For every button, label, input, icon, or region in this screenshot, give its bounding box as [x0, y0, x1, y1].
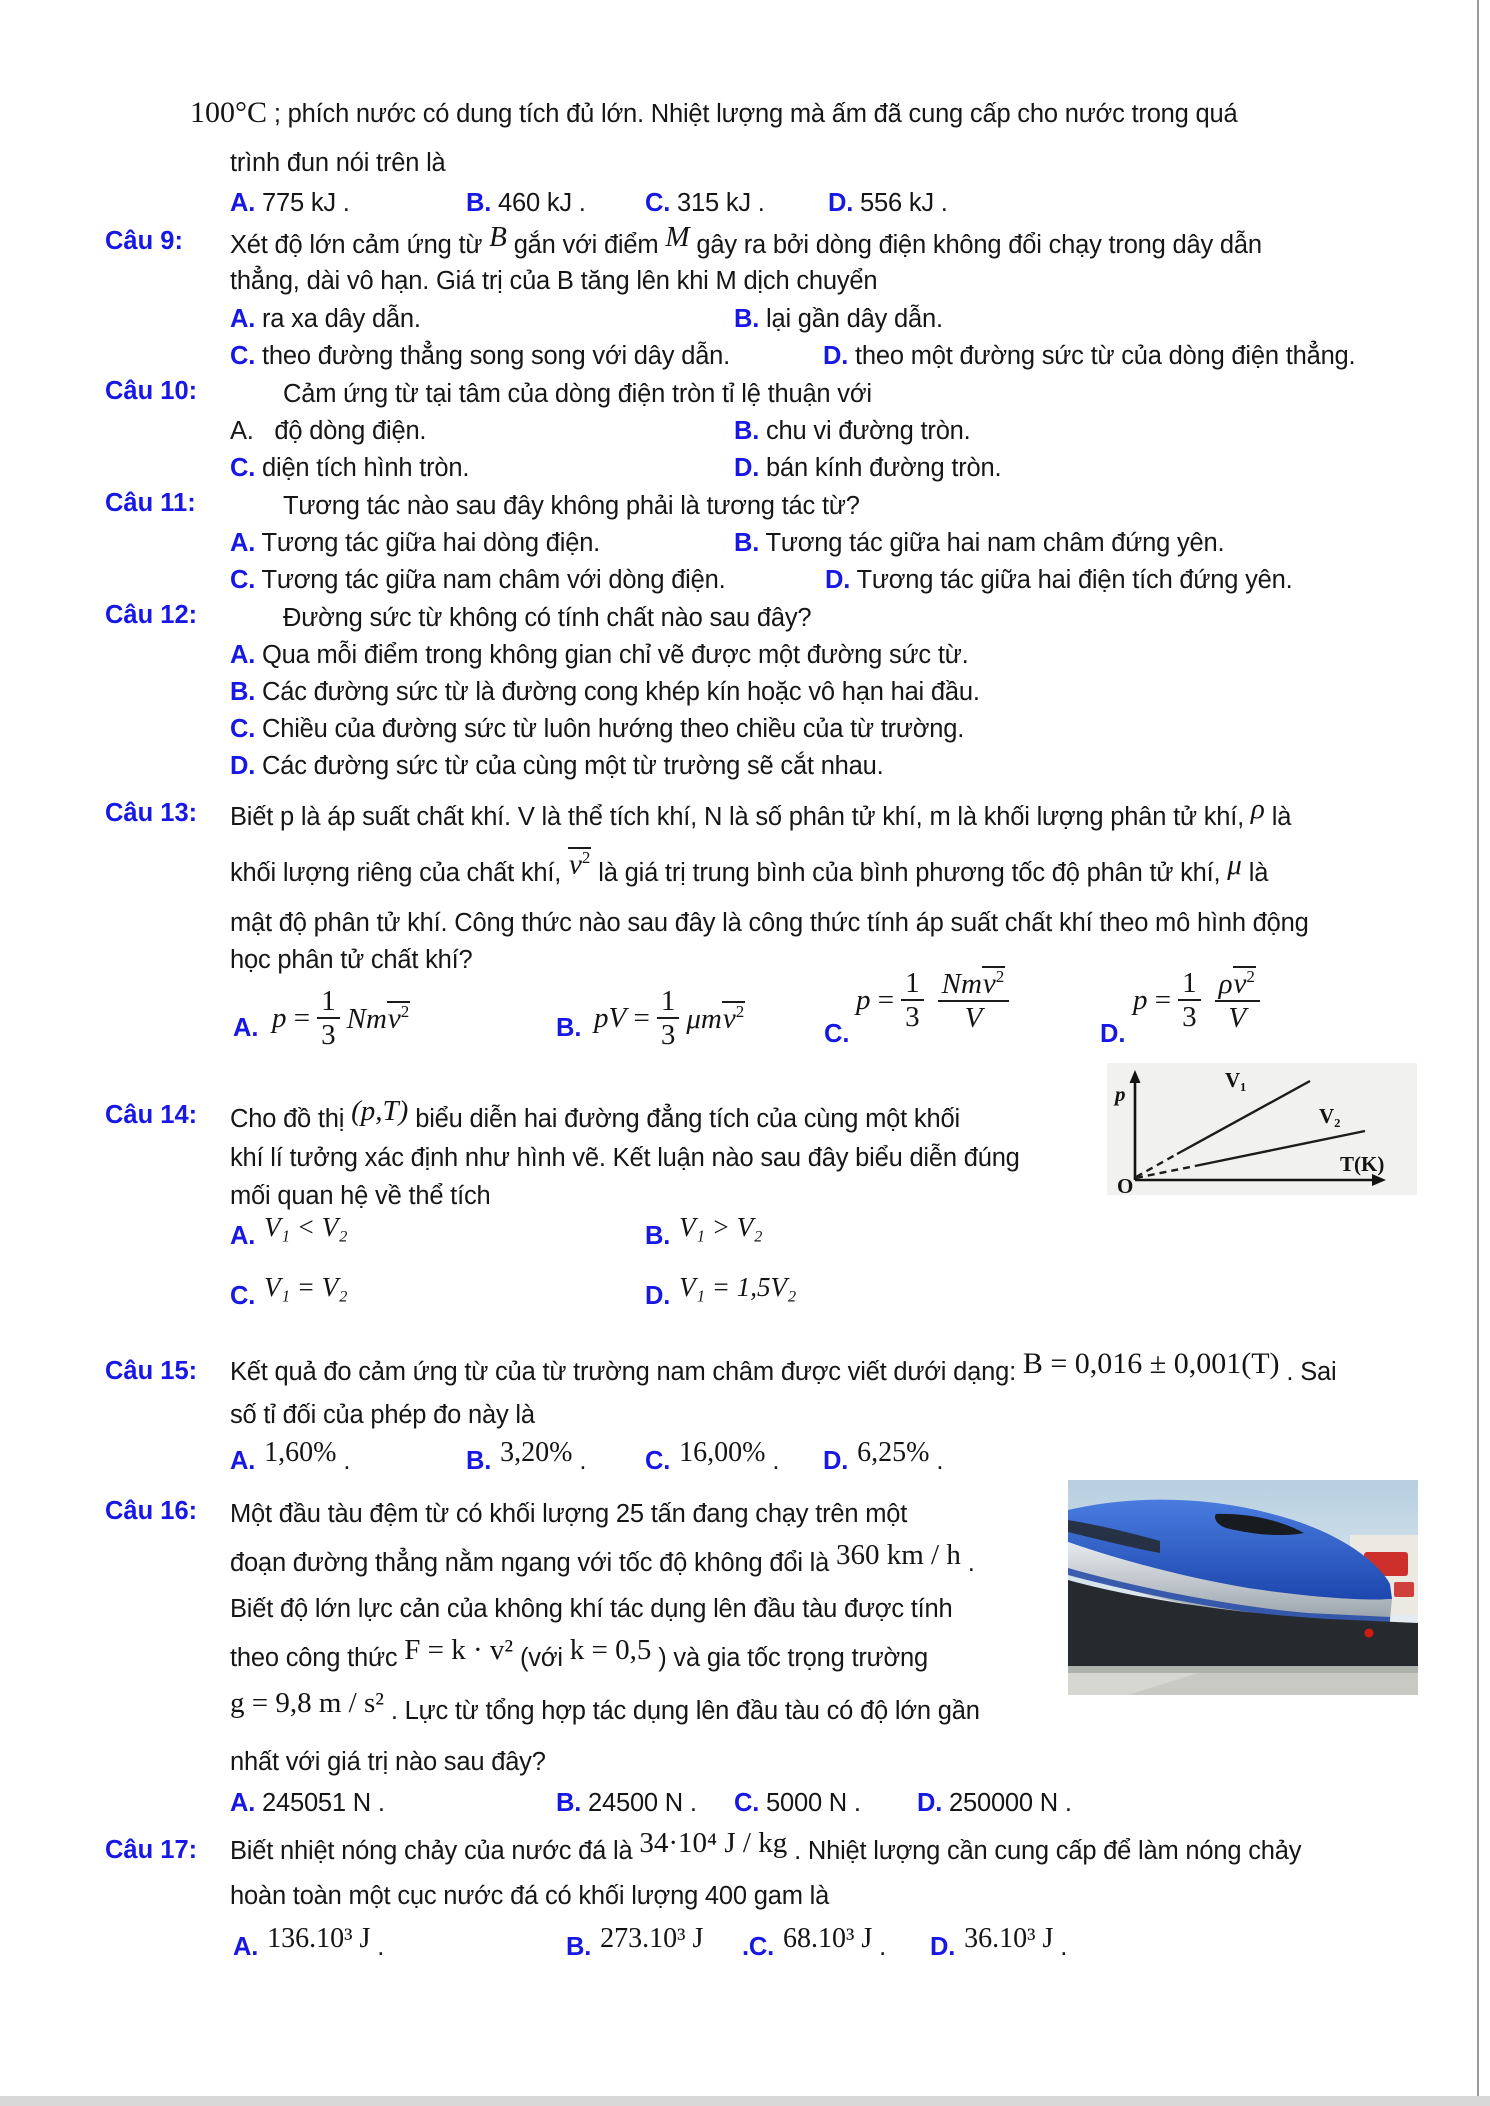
- option-text: Tương tác giữa hai điện tích đứng yên.: [850, 566, 1293, 594]
- option-letter: C.: [230, 342, 256, 370]
- y-axis-label: p: [1115, 1082, 1126, 1106]
- formula-eq: =: [633, 1001, 650, 1034]
- q11-option-a: [230, 526, 600, 560]
- option-text: theo đường thẳng song song với dây dẫn.: [255, 342, 731, 370]
- q10-title-text: Cảm ứng từ tại tâm của dòng điện tròn tỉ lệ thuận với: [283, 380, 872, 408]
- q17-option-c: [742, 1923, 887, 1964]
- formula-terms: [347, 1001, 411, 1036]
- q13-vbar-base: v: [569, 848, 582, 881]
- q13-line-4: [230, 943, 473, 977]
- vbar-exp: 2: [400, 1002, 410, 1022]
- red-signage-small: [1394, 1582, 1414, 1597]
- option-letter: D.: [645, 1282, 671, 1310]
- option-letter: D.: [734, 454, 760, 482]
- q13-math-mu: μ: [1227, 848, 1242, 881]
- option-text: Tương tác giữa nam châm với dòng điện.: [255, 566, 726, 594]
- q9-text: gắn với điểm: [506, 231, 666, 259]
- q13-label: Câu 13:: [105, 799, 198, 827]
- q14-option-a: [230, 1212, 348, 1253]
- q11-label: Câu 11:: [105, 489, 196, 517]
- q15-option-b: [466, 1437, 587, 1478]
- intro-line-1-text: ; phích nước có dung tích đủ lớn. Nhiệt lượng mà ấm đã cung cấp cho nước trong quá: [267, 100, 1238, 128]
- option-letter: C.: [645, 1447, 671, 1475]
- vbar-base: v: [982, 967, 996, 1000]
- q11-title-text: Tương tác nào sau đây không phải là tương tác từ?: [283, 492, 860, 520]
- q13-text: Biết p là áp suất chất khí. V là thể tích khí, N là số phân tử khí, m là khối lượng phân tử khí,: [230, 803, 1251, 831]
- option-math: V₁ = 1,5V₂: [679, 1272, 797, 1302]
- q14-line-1: [230, 1095, 960, 1136]
- option-text: Các đường sức từ là đường cong khép kín hoặc vô hạn hai đầu.: [255, 678, 980, 706]
- q13-option-d-letter: D.: [1100, 1020, 1126, 1048]
- option-math: V₁ = V₂: [264, 1272, 348, 1302]
- option-period: .: [336, 1447, 351, 1475]
- q16-option-d: [917, 1786, 1072, 1820]
- option-text: diện tích hình tròn.: [255, 454, 470, 482]
- option-letter: A.: [230, 529, 256, 557]
- fraction: [657, 985, 680, 1052]
- formula-pre: ρ: [1218, 967, 1233, 1000]
- x-axis-label: T(K): [1340, 1152, 1385, 1176]
- q13-formula-a: [272, 985, 410, 1052]
- q12-option-d: [230, 749, 884, 783]
- intro-line-1: [190, 96, 1237, 131]
- q15-text: Kết quả đo cảm ứng từ của từ trường nam châm được viết dưới dạng:: [230, 1358, 1023, 1386]
- option-text: 556 kJ .: [853, 189, 948, 217]
- option-letter: B.: [734, 305, 760, 333]
- formula-pre: Nm: [346, 1002, 387, 1035]
- option-period: .: [1053, 1933, 1068, 1961]
- option-text: Các đường sức từ của cùng một từ trường sẽ cắt nhau.: [255, 752, 884, 780]
- q14-option-b: [645, 1212, 763, 1253]
- fraction-den: V: [964, 1002, 983, 1035]
- q15-label: Câu 15:: [105, 1357, 198, 1385]
- formula-eq: =: [293, 1001, 311, 1034]
- option-text: ra xa dây dẫn.: [255, 305, 421, 333]
- q13-option-a-letter: A.: [233, 1014, 259, 1042]
- formula-terms: [686, 1001, 745, 1036]
- q16-text: Biết độ lớn lực cản của không khí tác dụng lên đầu tàu được tính: [230, 1595, 953, 1623]
- option-period: .: [872, 1933, 887, 1961]
- q13-text: học phân tử chất khí?: [230, 946, 473, 974]
- option-letter: B.: [230, 678, 256, 706]
- q16-text: Một đầu tàu đệm từ có khối lượng 25 tấn đang chạy trên một: [230, 1500, 908, 1528]
- origin-label: O: [1117, 1174, 1134, 1195]
- intro-line-2-text: trình đun nói trên là: [230, 149, 446, 177]
- q16-text: . Lực từ tổng hợp tác dụng lên đầu tàu có độ lớn gần: [383, 1697, 980, 1725]
- q16-label: Câu 16:: [105, 1497, 198, 1525]
- q10-option-d: [734, 451, 1001, 485]
- q16-math-k: k = 0,5: [569, 1634, 652, 1666]
- q16-text: theo công thức: [230, 1644, 405, 1672]
- q14-line-2: [230, 1141, 1020, 1175]
- option-letter: B.: [466, 1447, 492, 1475]
- q13-line-3: [230, 906, 1309, 940]
- q17-option-b: [566, 1923, 704, 1964]
- q11-option-c: [230, 563, 726, 597]
- option-value: 1,60%: [264, 1437, 337, 1468]
- q16-text: đoạn đường thẳng nằm ngang với tốc độ không đổi là: [230, 1549, 836, 1577]
- q9-text: thẳng, dài vô hạn. Giá trị của B tăng lên khi M dịch chuyển: [230, 267, 878, 295]
- vbar-base: v: [722, 1002, 736, 1035]
- formula-lhs: pV: [594, 1001, 627, 1034]
- option-text: chu vi đường tròn.: [759, 417, 971, 445]
- vbar-exp: 2: [1246, 967, 1255, 986]
- v1-label: V₁: [1225, 1068, 1247, 1092]
- fraction-den: 3: [660, 1019, 676, 1052]
- q14-label: Câu 14:: [105, 1101, 198, 1129]
- q17-text: hoàn toàn một cục nước đá có khối lượng 400 gam là: [230, 1882, 830, 1910]
- q12-option-b: [230, 675, 980, 709]
- q15-line-2: [230, 1398, 535, 1432]
- q9-text: gây ra bởi dòng điện không đổi chạy trong dây dẫn: [689, 231, 1262, 259]
- formula-pre: μm: [686, 1002, 722, 1035]
- q13-math-rho: ρ: [1250, 793, 1265, 825]
- fraction-num: 1: [317, 985, 340, 1019]
- option-letter: A.: [233, 1933, 259, 1961]
- q15-line-1: [230, 1347, 1337, 1389]
- tail-light: [1365, 1629, 1374, 1638]
- vbar-exp: 2: [995, 967, 1005, 986]
- q17-line-1: [230, 1827, 1302, 1868]
- q13-option-c-letter: C.: [824, 1020, 850, 1048]
- intro-option-d: [828, 186, 948, 220]
- option-text: Qua mỗi điểm trong không gian chỉ vẽ được một đường sức từ.: [255, 641, 969, 669]
- formula-eq: =: [877, 983, 895, 1016]
- q14-line-3: [230, 1179, 491, 1213]
- q17-text: Biết nhiệt nóng chảy của nước đá là: [230, 1837, 640, 1865]
- q16-math-force: F = k · v²: [404, 1634, 514, 1666]
- fraction-den: V: [1228, 1002, 1247, 1035]
- q13-text: là: [1241, 858, 1269, 887]
- option-period: .: [765, 1447, 780, 1475]
- option-value: 136.10³ J: [267, 1923, 371, 1954]
- q15-option-a: [230, 1437, 351, 1478]
- option-letter: D.: [917, 1789, 943, 1817]
- option-letter: A.: [230, 189, 256, 217]
- q13-vbar-exp: 2: [581, 848, 591, 867]
- option-letter: D.: [828, 189, 854, 217]
- option-letter: B.: [734, 417, 760, 445]
- q14-text: khí lí tưởng xác định như hình vẽ. Kết luận nào sau đây biểu diễn đúng: [230, 1144, 1020, 1172]
- option-text: theo một đường sức từ của dòng điện thẳng.: [848, 342, 1356, 370]
- fraction-den: 3: [1182, 1001, 1197, 1034]
- option-math: V₁ > V₂: [679, 1212, 763, 1242]
- q16-option-a: [230, 1786, 385, 1820]
- fraction-num: [938, 966, 1010, 1002]
- q11-option-d: [825, 563, 1293, 597]
- option-value: 6,25%: [857, 1437, 930, 1468]
- q17-label: Câu 17:: [105, 1836, 198, 1864]
- intro-option-a: [230, 186, 350, 220]
- q14-math-pT: (p,T): [351, 1095, 409, 1127]
- option-letter: A.: [230, 305, 256, 333]
- fraction-num: [1215, 966, 1260, 1002]
- q11-option-b: [734, 526, 1224, 560]
- page-bottom-border: [0, 2096, 1490, 2106]
- q10-label: Câu 10:: [105, 377, 198, 405]
- q12-title: [283, 601, 811, 635]
- option-value: 68.10³ J: [783, 1923, 873, 1954]
- v2-label: V₂: [1319, 1104, 1341, 1128]
- page-right-border: [1477, 0, 1479, 2096]
- fraction-num: 1: [1178, 967, 1201, 1001]
- q9-option-d: [823, 339, 1355, 373]
- option-letter: A.: [230, 641, 256, 669]
- option-letter: A.: [230, 1789, 256, 1817]
- option-letter: B.: [566, 1933, 592, 1961]
- option-letter: C.: [230, 715, 256, 743]
- q15-option-c: [645, 1437, 780, 1478]
- fraction-den: 3: [905, 1001, 920, 1034]
- option-letter: C.: [734, 1789, 760, 1817]
- formula-pre: Nm: [941, 967, 982, 1000]
- option-letter: D.: [823, 342, 849, 370]
- option-period: .: [370, 1933, 385, 1961]
- q16-line-5: [230, 1687, 980, 1728]
- q13-text: khối lượng riêng của chất khí,: [230, 858, 569, 887]
- q16-text: (với: [513, 1644, 570, 1672]
- q17-text: . Nhiệt lượng cần cung cấp để làm nóng chảy: [787, 1837, 1302, 1865]
- option-text: Chiều của đường sức từ luôn hướng theo chiều của từ trường.: [255, 715, 965, 743]
- option-letter: C.: [230, 566, 256, 594]
- q13-option-b-letter: B.: [556, 1014, 582, 1042]
- option-text: 250000 N .: [942, 1789, 1072, 1817]
- q13-formula-d: [1133, 966, 1267, 1035]
- option-text: lại gần dây dẫn.: [759, 305, 943, 333]
- vbar-base: v: [1233, 967, 1247, 1000]
- q13-text: mật độ phân tử khí. Công thức nào sau đây là công thức tính áp suất chất khí theo mô hình động: [230, 909, 1309, 937]
- q9-option-b: [734, 302, 943, 336]
- option-letter: A.: [230, 1447, 256, 1475]
- option-text: 245051 N .: [255, 1789, 385, 1817]
- q16-option-b: [556, 1786, 697, 1820]
- q10-option-a: [230, 414, 426, 448]
- fraction: [938, 966, 1010, 1035]
- option-letter: C.: [645, 189, 671, 217]
- q16-text: .: [960, 1549, 975, 1577]
- q14-text: biểu diễn hai đường đẳng tích của cùng một khối: [408, 1105, 960, 1133]
- option-text: 5000 N .: [759, 1789, 861, 1817]
- option-letter: B.: [645, 1222, 671, 1250]
- q15-math-B: B = 0,016 ± 0,001(T): [1022, 1347, 1280, 1380]
- q12-title-text: Đường sức từ không có tính chất nào sau đây?: [283, 604, 812, 632]
- option-math: V₁ < V₂: [264, 1212, 348, 1242]
- q16-math-speed: 360 km / h: [836, 1539, 961, 1571]
- q17-option-d: [930, 1923, 1068, 1964]
- option-letter: D.: [823, 1447, 849, 1475]
- intro-line-2: [230, 146, 446, 180]
- option-text: độ dòng điện.: [253, 417, 427, 445]
- q16-math-g: g = 9,8 m / s²: [230, 1687, 384, 1719]
- option-value: 16,00%: [679, 1437, 766, 1468]
- formula-lhs: p: [272, 1001, 287, 1034]
- intro-option-c: [645, 186, 765, 220]
- fraction: [1215, 966, 1260, 1035]
- q12-option-a: [230, 638, 969, 672]
- intro-math-100c: 100°C: [190, 96, 268, 129]
- q9-math-M: M: [665, 221, 690, 253]
- vbar-exp: 2: [735, 1002, 745, 1022]
- q10-option-b: [734, 414, 971, 448]
- q14-option-c: [230, 1272, 348, 1313]
- q15-text: . Sai: [1279, 1358, 1337, 1386]
- q9-label: Câu 9:: [105, 227, 183, 255]
- q13-math-vbar: [568, 847, 591, 882]
- option-letter: C.: [230, 1282, 256, 1310]
- q9-option-c: [230, 339, 730, 373]
- option-letter: B.: [466, 189, 492, 217]
- q10-option-c: [230, 451, 469, 485]
- option-period: .: [572, 1447, 587, 1475]
- q10-title: [283, 377, 872, 411]
- q16-line-4: [230, 1634, 928, 1675]
- option-text: 460 kJ .: [491, 189, 586, 217]
- q13-line-1: [230, 793, 1292, 834]
- q16-text: ) và gia tốc trọng trường: [651, 1644, 928, 1672]
- fraction-den: 3: [321, 1019, 336, 1052]
- option-letter: .C.: [742, 1933, 774, 1961]
- option-text: 315 kJ .: [670, 189, 765, 217]
- q16-line-6: [230, 1745, 546, 1779]
- q16-line-3: [230, 1592, 953, 1626]
- maglev-train-image: [1068, 1480, 1418, 1695]
- q17-math-heat: 34·10⁴ J / kg: [639, 1827, 788, 1859]
- q13-line-2: [230, 848, 1269, 890]
- q17-line-2: [230, 1879, 829, 1913]
- intro-option-b: [466, 186, 586, 220]
- q12-option-c: [230, 712, 964, 746]
- q13-formula-b: [594, 985, 745, 1052]
- option-text: Tương tác giữa hai nam châm đứng yên.: [759, 529, 1225, 557]
- q14-option-d: [645, 1272, 797, 1313]
- option-period: .: [929, 1447, 944, 1475]
- option-letter: B.: [556, 1789, 582, 1817]
- q16-option-c: [734, 1786, 861, 1820]
- option-letter: A.: [230, 417, 254, 445]
- q13-formula-c: [856, 966, 1016, 1035]
- q9-math-B: B: [489, 221, 507, 253]
- q15-text: số tỉ đối của phép đo này là: [230, 1401, 535, 1429]
- option-value: 3,20%: [500, 1437, 573, 1468]
- track-edge: [1068, 1666, 1418, 1673]
- vbar-base: v: [387, 1002, 401, 1035]
- q13-text: là giá trị trung bình của bình phương tốc độ phân tử khí,: [591, 858, 1228, 887]
- option-letter: D.: [930, 1933, 956, 1961]
- formula-lhs: p: [856, 983, 871, 1016]
- fraction-num: 1: [901, 967, 924, 1001]
- option-text: Tương tác giữa hai dòng điện.: [255, 529, 601, 557]
- option-text: bán kính đường tròn.: [759, 454, 1002, 482]
- q9-text: Xét độ lớn cảm ứng từ: [230, 231, 490, 259]
- formula-eq: =: [1154, 983, 1172, 1016]
- option-letter: D.: [230, 752, 256, 780]
- q16-text: nhất với giá trị nào sau đây?: [230, 1748, 546, 1776]
- option-letter: A.: [230, 1222, 256, 1250]
- q9-line-2: [230, 264, 877, 298]
- option-letter: C.: [230, 454, 256, 482]
- option-text: 775 kJ .: [255, 189, 350, 217]
- option-letter: D.: [825, 566, 851, 594]
- option-value: 273.10³ J: [600, 1923, 704, 1954]
- fraction: [317, 985, 340, 1052]
- q16-line-2: [230, 1539, 975, 1580]
- q14-text: Cho đồ thị: [230, 1105, 352, 1133]
- q9-option-a: [230, 302, 421, 336]
- option-value: 36.10³ J: [964, 1923, 1054, 1954]
- fraction: [1178, 967, 1201, 1034]
- q13-text: là: [1264, 803, 1292, 831]
- q9-line-1: [230, 221, 1262, 262]
- q17-option-a: [233, 1923, 385, 1964]
- q16-line-1: [230, 1497, 907, 1531]
- q11-title: [283, 489, 860, 523]
- isochoric-pt-graph: [1107, 1063, 1417, 1195]
- q15-option-d: [823, 1437, 944, 1478]
- q12-label: Câu 12:: [105, 601, 198, 629]
- option-letter: B.: [734, 529, 760, 557]
- formula-lhs: p: [1133, 983, 1148, 1016]
- option-text: 24500 N .: [581, 1789, 697, 1817]
- fraction-num: 1: [657, 985, 680, 1019]
- q14-text: mối quan hệ về thể tích: [230, 1182, 491, 1210]
- fraction: [901, 967, 924, 1034]
